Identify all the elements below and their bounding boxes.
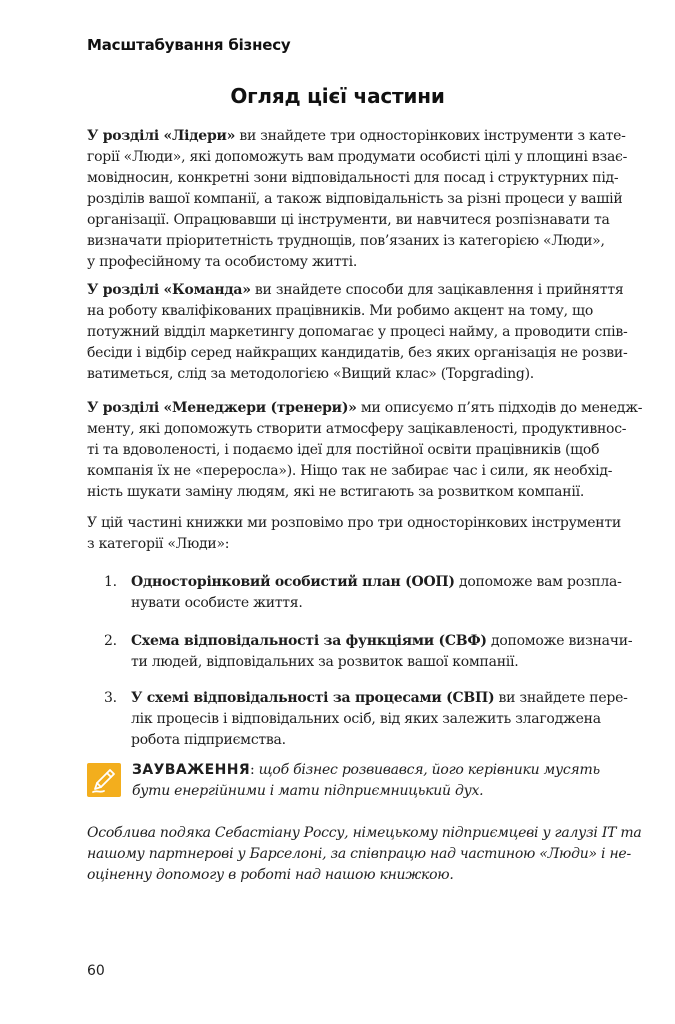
running-head: Масштабування бізнесу: [87, 36, 291, 54]
paragraph-lead: У розділі «Менеджери (тренери)»: [87, 400, 357, 416]
paragraph-lead: У розділі «Команда»: [87, 282, 251, 298]
list-number: 2.: [104, 633, 117, 649]
paragraph-leaders: У розділі «Лідери» ви знайдете три односторінкових інструменти з кате- горії «Люди», які допоможуть вам продумати особисті цілі у площині взає- мовідносин, конкретні зони відповідальності для посад і структурних під- розділів вашої компанії, а також відповідальність за різні процеси у вашій організації. Опрацювавши ці інструменти, ви навчитеся розпізнавати та визначати пріоритетність труднощів, пов’язаних із категорією «Люди», у професійному та особистому житті.: [87, 128, 628, 270]
section-title: Огляд цієї частини: [230, 84, 445, 108]
page-number: 60: [87, 963, 105, 979]
paragraph-lead: У розділі «Лідери»: [87, 128, 236, 144]
list-number: 3.: [104, 690, 117, 706]
list-text: У схемі відповідальності за процесами (СВП) ви знайдете пере- лік процесів і відповідальних осіб, від яких залежить злагоджена робота підприємства.: [131, 690, 628, 748]
list-text: Односторінковий особистий план (ООП) допоможе вам розпла- нувати особисте життя.: [131, 574, 622, 611]
list-number: 1.: [104, 574, 117, 590]
note-callout: [87, 760, 600, 806]
acknowledgement: Особлива подяка Себастіану Россу, німецькому підприємцеві у галузі ІТ та нашому партнерові у Барселоні, за співпрацю над частиною «Люди» і не- оціненну допомогу в роботі над нашою книжкою.: [87, 825, 642, 883]
note-text: ЗАУВАЖЕННЯ: щоб бізнес розвивався, його керівники мусять бути енергійними і мати підприємницький дух.: [132, 762, 600, 799]
note-label: ЗАУВАЖЕННЯ: [132, 762, 250, 778]
paragraph-managers: У розділі «Менеджери (тренери)» ми описуємо п’ять підходів до менедж- менту, які допоможуть створити атмосферу зацікавленості, продуктивнос- ті та вдоволеності, і подаємо ідеї для постійної освіти працівників (щоб компанія їх не «переросла»). Ніщо так не забирає час і сили, як необхід- ність шукати заміну людям, які не встигають за розвитком компанії.: [87, 400, 643, 500]
paragraph-intro-list: У цій частині книжки ми розповімо про три односторінкових інструменти з категорії «Люди»:: [87, 515, 621, 552]
paragraph-team: У розділі «Команда» ви знайдете способи для зацікавлення і прийняття на роботу кваліфікованих працівників. Ми робимо акцент на тому, що потужний відділ маркетингу допомагає у процесі найму, а проводити спів- бесіди і відбір серед найкращих кандидатів, без яких організація не розви- ватиметься, слід за методологією «Вищий клас» (Topgrading).: [87, 282, 628, 382]
list-text: Схема відповідальності за функціями (СВФ) допоможе визначи- ти людей, відповідальних за розвиток вашої компанії.: [131, 633, 633, 670]
pencil-note-icon: [87, 763, 121, 797]
